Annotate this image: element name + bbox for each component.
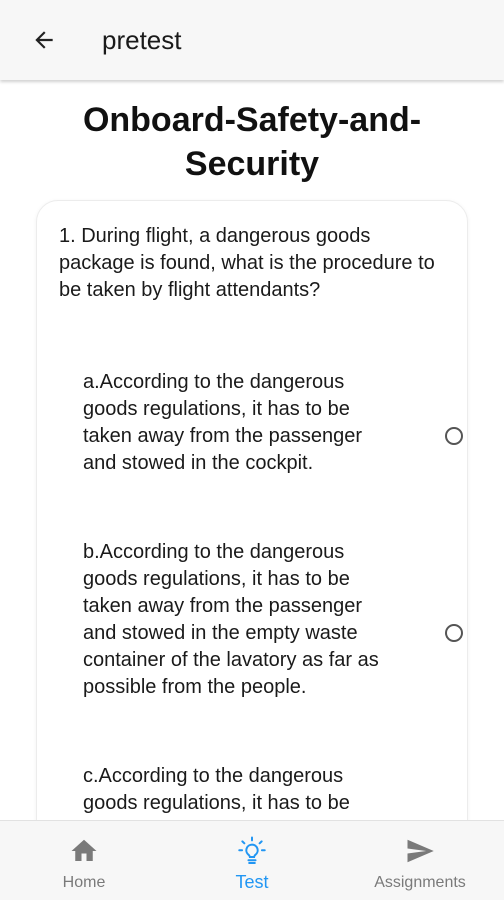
lightbulb-icon xyxy=(235,834,269,868)
bottom-navigation xyxy=(0,820,504,900)
nav-item-test[interactable] xyxy=(168,821,336,900)
option-c[interactable] xyxy=(83,763,463,817)
option-b-radio[interactable] xyxy=(445,624,463,642)
app-bar-title: pretest xyxy=(102,25,182,55)
question-card xyxy=(36,200,468,820)
send-icon xyxy=(405,836,435,866)
nav-item-assignments[interactable] xyxy=(336,821,504,900)
back-button[interactable] xyxy=(24,20,64,60)
nav-label-test: Test xyxy=(235,872,269,892)
test-content[interactable] xyxy=(0,80,504,820)
option-a-radio[interactable] xyxy=(445,427,463,445)
nav-label-assignments: Assignments xyxy=(374,874,466,891)
option-label: c.According to the dangerous goods regulations, it has to be xyxy=(83,765,350,814)
home-icon xyxy=(69,836,99,866)
option-label: a.According to the dangerous goods regulations, it has to be taken away from the passenger and stowed in the cockpit. xyxy=(83,371,363,474)
page-title: Onboard-Safety-and-Security xyxy=(82,101,422,183)
app-bar xyxy=(0,0,504,80)
option-label: b.According to the dangerous goods regulations, it has to be taken away from the passenger and stowed in the empty waste container of the lavatory as far as possible from the people. xyxy=(83,541,379,698)
option-b[interactable] xyxy=(83,539,463,701)
nav-label-home: Home xyxy=(62,874,106,891)
nav-item-home[interactable] xyxy=(0,821,168,900)
question-text: 1. During flight, a dangerous goods package is found, what is the procedure to be taken by flight attendants? xyxy=(59,225,435,301)
option-a[interactable] xyxy=(83,369,463,477)
arrow-back-icon xyxy=(31,27,57,53)
